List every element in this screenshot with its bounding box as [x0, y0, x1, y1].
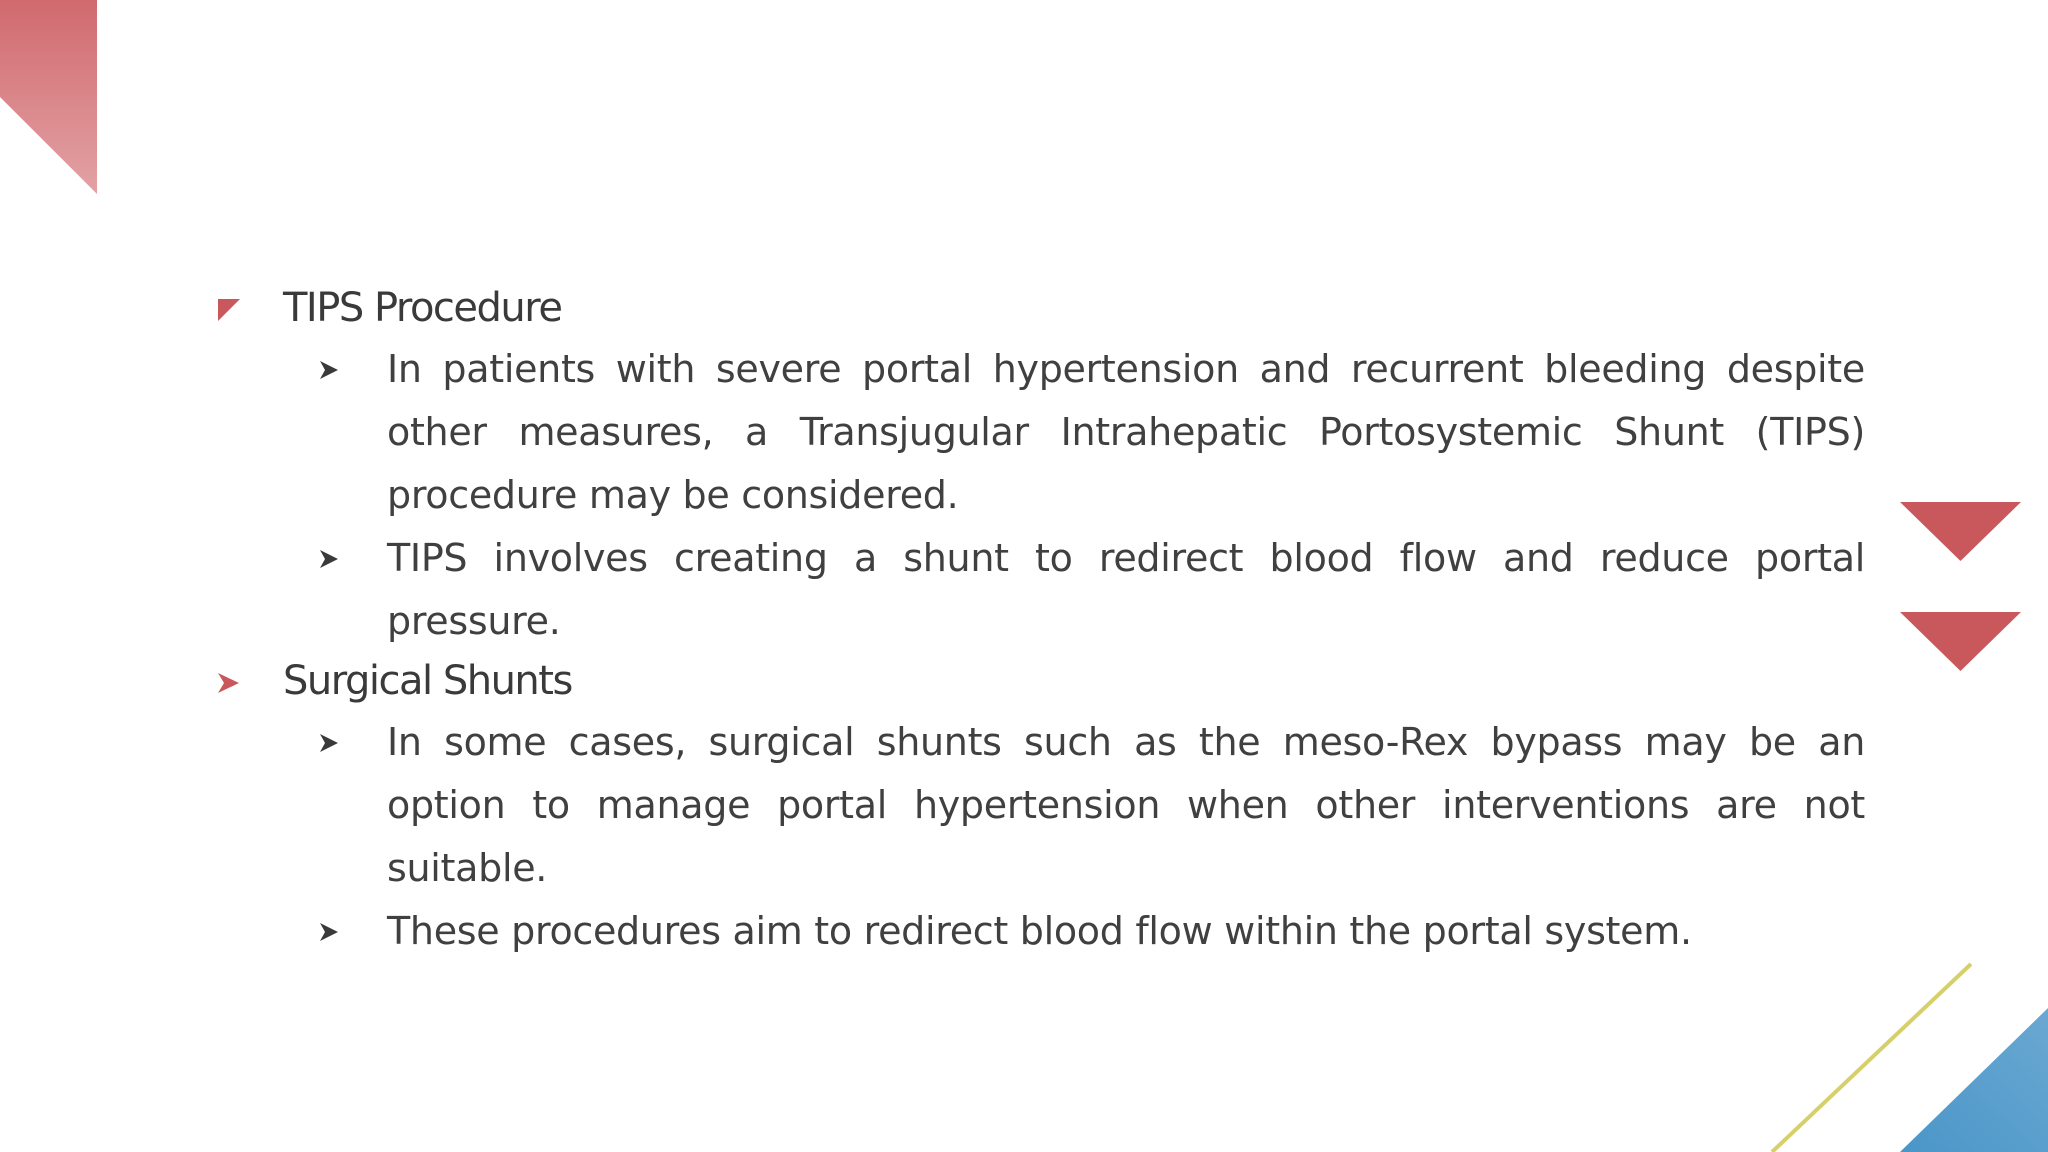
corner-blue-triangle-decoration [1900, 1000, 2048, 1152]
list-item-text: In patients with severe portal hypertension and recurrent bleeding despite other measures, a Transjugular Intrahepatic Portosystemic Shunt (TIPS) procedure may be considered. [387, 347, 1865, 517]
corner-banner-decoration [0, 0, 100, 200]
slide-content [215, 280, 1865, 963]
section-heading [215, 280, 1865, 336]
list-item [215, 711, 1865, 900]
section-tips-procedure [215, 280, 1865, 653]
arrow-bullet-icon [318, 732, 340, 754]
list-item-text: These procedures aim to redirect blood flow within the portal system. [387, 909, 1692, 953]
list-item [215, 900, 1865, 963]
list-item [215, 338, 1865, 527]
triangle-bullet-icon [215, 296, 243, 324]
down-triangle-decoration-top [1900, 500, 2025, 562]
arrow-bullet-icon [318, 548, 340, 570]
section-heading-text: TIPS Procedure [283, 285, 562, 331]
section-surgical-shunts [215, 653, 1865, 963]
down-triangle-decoration-bottom [1900, 610, 2025, 672]
section-heading-text: Surgical Shunts [283, 658, 572, 704]
arrow-bullet-icon [318, 921, 340, 943]
list-item-text: TIPS involves creating a shunt to redirect blood flow and reduce portal pressure. [387, 536, 1865, 643]
section-heading [215, 653, 1865, 709]
list-item-text: In some cases, surgical shunts such as the meso-Rex bypass may be an option to manage portal hypertension when other interventions are not suitable. [387, 720, 1865, 890]
arrow-bullet-icon [318, 359, 340, 381]
list-item [215, 527, 1865, 653]
arrow-bullet-icon [215, 669, 243, 697]
